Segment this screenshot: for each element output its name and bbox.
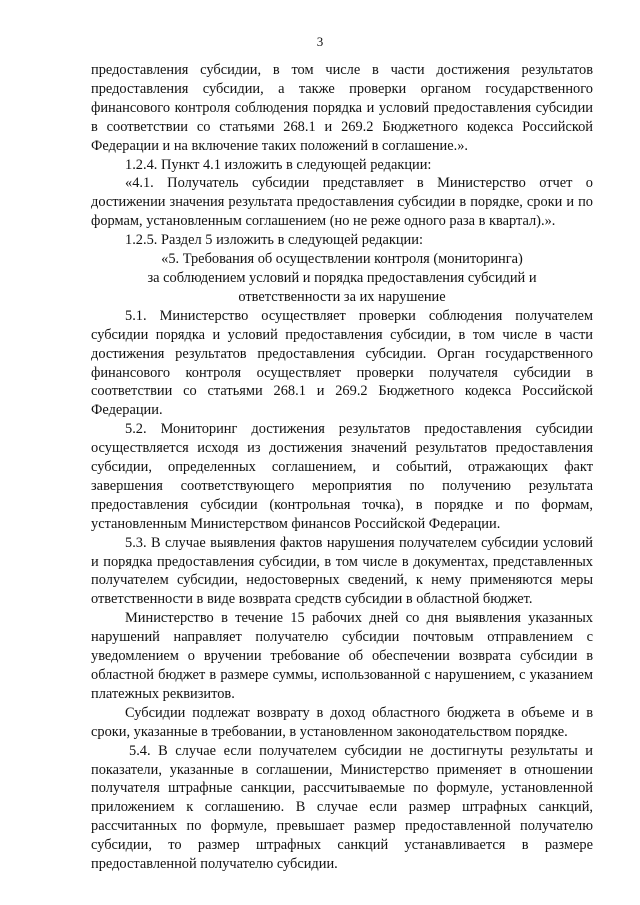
paragraph-1-2-4: 1.2.4. Пункт 4.1 изложить в следующей редакции: <box>125 156 432 173</box>
paragraph-5-1: 5.1. Министерство осуществляет проверки соблюдения получателем субсидии порядка и условий предоставления субсидии, в том числе в части достижения результатов предоставления субсидии. Орган государственного финансового контроля осуществляет проверки получателя субсидии в соответствии со статьями 268.1 и 269.2 Бюджетного кодекса Российской Федерации. <box>91 307 593 419</box>
paragraph-ministry-notice: Министерство в течение 15 рабочих дней со дня выявления указанных нарушений направляет получателю субсидии почтовым отправлением с уведомлением о вручении требование об обеспечении возврата субсидии в областной бюджет в размере суммы, использованной с нарушением, с указанием платежных реквизитов. <box>91 610 593 702</box>
page-number: 3 <box>316 34 324 49</box>
section-heading-line-3: ответственности за их нарушение <box>238 288 446 305</box>
section-heading-line-1: «5. Требования об осуществлении контроля (мониторинга) <box>161 251 523 268</box>
document-body <box>91 61 593 874</box>
paragraph-5-3: 5.3. В случае выявления фактов нарушения получателем субсидии условий и порядка предоставления субсидии, в том числе в документах, представленных получателем субсидии, недостоверных сведений, к нему применяются меры ответственности в виде возврата средств субсидии в областной бюджет. <box>91 534 593 608</box>
paragraph-1-2-5: 1.2.5. Раздел 5 изложить в следующей редакции: <box>125 232 423 249</box>
paragraph-4-1: «4.1. Получатель субсидии представляет в Министерство отчет о достижении значения результата предоставления субсидии в порядке, сроки и по формам, установленным соглашением (но не реже одного раза в квартал).». <box>91 175 593 230</box>
paragraph-subsidy-return: Субсидии подлежат возврату в доход областного бюджета в объеме и в сроки, указанные в требовании, в установленном законодательством порядке. <box>91 704 593 740</box>
paragraph-5-4: 5.4. В случае если получателем субсидии не достигнуты результаты и показатели, указанные в соглашении, Министерство применяет в отношении получателя штрафные санкции, рассчитываемые по формуле, установленной приложением к соглашению. В случае если размер штрафных санкций, рассчитанных по формуле, превышает размер предоставленной получателю субсидии, то размер штрафных санкций устанавливается в размере предоставленной получателю субсидии. <box>91 742 593 873</box>
section-heading-line-2: за соблюдением условий и порядка предоставления субсидий и <box>147 269 537 286</box>
paragraph-continuation: предоставления субсидии, в том числе в части достижения результатов предоставления субсидии, а также проверки органом государственного финансового контроля соблюдения порядка и условий предоставления субсидии в соответствии со статьями 268.1 и 269.2 Бюджетного кодекса Российской Федерации и на включение таких положений в соглашение.». <box>91 62 593 154</box>
section-heading <box>91 250 593 307</box>
paragraph-5-2: 5.2. Мониторинг достижения результатов предоставления субсидии осуществляется исходя из достижения значений результатов предоставления субсидии, определенных соглашением, и событий, отражающих факт завершения соответствующего мероприятия по получению результата предоставления субсидии (контрольная точка), в порядке и по формам, установленным Министерством финансов Российской Федерации. <box>91 421 593 532</box>
